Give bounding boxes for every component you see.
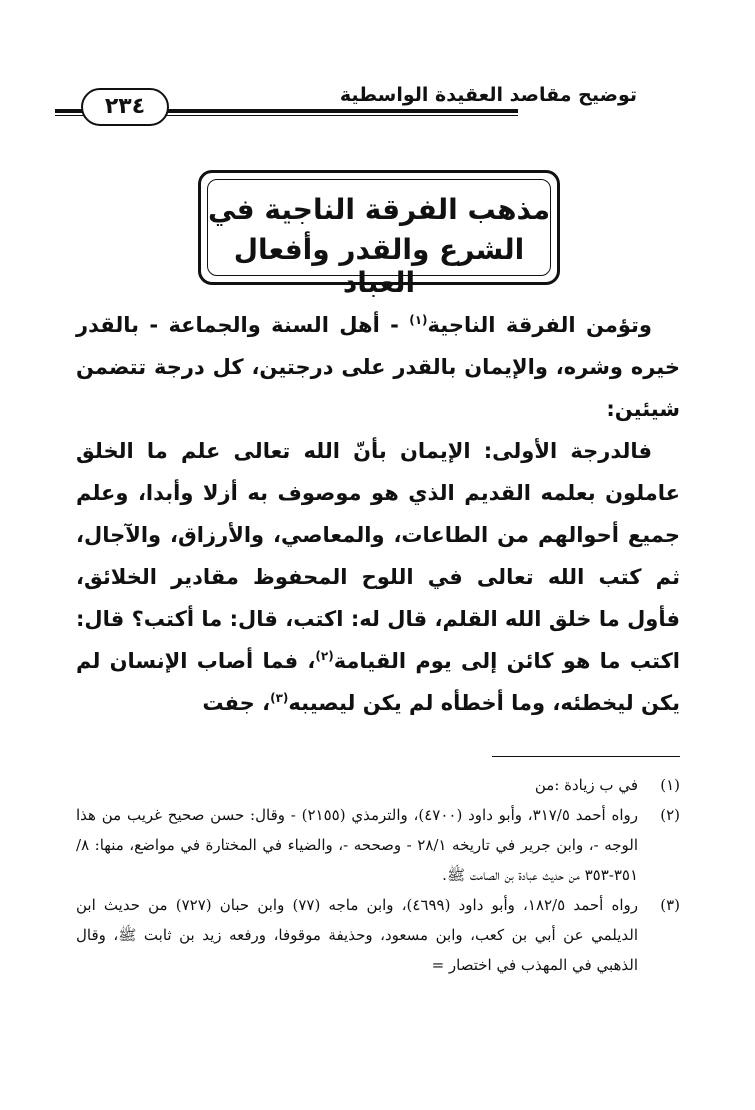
footnote-number: (١) xyxy=(660,776,680,794)
section-title-box xyxy=(198,170,560,299)
footnote-ref-3: (٣) xyxy=(270,691,289,705)
footnote-ref-2: (٢) xyxy=(315,649,334,663)
running-header xyxy=(75,76,645,126)
footnote-text: رواه أحمد ١٨٢/٥، وأبو داود (٤٦٩٩)، وابن ماجه (٧٧) وابن حبان (٧٢٧) من حديث ابن الديلمي عن أبي بن كعب، وابن مسعود، وحذيفة موقوفا، ورفعه زيد بن ثابت ﷺ، وقال الذهبي في المهذب في اختصار = xyxy=(76,896,638,974)
footnote xyxy=(76,890,680,980)
footnote-text: في ب زيادة :من xyxy=(534,776,638,794)
footnote xyxy=(76,770,680,800)
footnote-text: رواه أحمد ٣١٧/٥، وأبو داود (٤٧٠٠)، والترمذي (٢١٥٥) - وقال: حسن صحيح غريب من هذا الوجه -، وابن جرير في تاريخه ٢٨/١ - وصححه -، والضياء في المختارة في مواضع، منها: ٨/ ٣٥١-٣٥٣ من حديث عبادة بن الصامت ﷺ. xyxy=(76,806,639,884)
section-title-line-1: مذهب الفرقة الناجية في xyxy=(207,193,551,226)
paragraph-2 xyxy=(76,430,680,724)
paragraph-2-part-1: فالدرجة الأولى: الإيمان بأنّ الله تعالى علم ما الخلق عاملون بعلمه القديم الذي هو موصوف به أزلا وأبدا، وعلم جميع أحوالهم من الطاعات، والمعاصي، والأرزاق، والآجال، ثم كتب الله تعالى في اللوح المحفوظ مقادير الخلائق، فأول ما خلق الله القلم، قال له: اكتب، قال: ما أكتب؟ قال: اكتب ما هو كائن إلى يوم القيامة xyxy=(76,439,680,673)
paragraph-2-part-2: ، فما أصاب الإنسان لم يكن ليخطئه، وما أخطأه لم يكن ليصيبه xyxy=(76,649,680,715)
page-number: ٢٣٤ xyxy=(81,88,169,126)
paragraph-1-start: وتؤمن الفرقة الناجية xyxy=(427,313,652,337)
footnote xyxy=(76,800,680,890)
header-rule-tail xyxy=(55,109,81,116)
section-title-line-2: الشرع والقدر وأفعال العباد xyxy=(233,233,525,299)
paragraph-2-part-3: ، جفت xyxy=(202,691,271,715)
footnote-number: (٢) xyxy=(660,806,680,824)
book-title: توضيح مقاصد العقيدة الواسطية xyxy=(339,84,637,106)
footnotes xyxy=(76,770,680,980)
footnote-number: (٣) xyxy=(660,896,680,914)
main-text xyxy=(76,304,680,724)
paragraph-1 xyxy=(76,304,680,430)
paragraph-1-rest: - أهل السنة والجماعة - بالقدر خيره وشره، والإيمان بالقدر على درجتين، كل درجة تتضمن شيئين: xyxy=(76,313,680,421)
footnote-separator xyxy=(492,756,680,757)
footnote-ref-1: (١) xyxy=(409,313,428,327)
